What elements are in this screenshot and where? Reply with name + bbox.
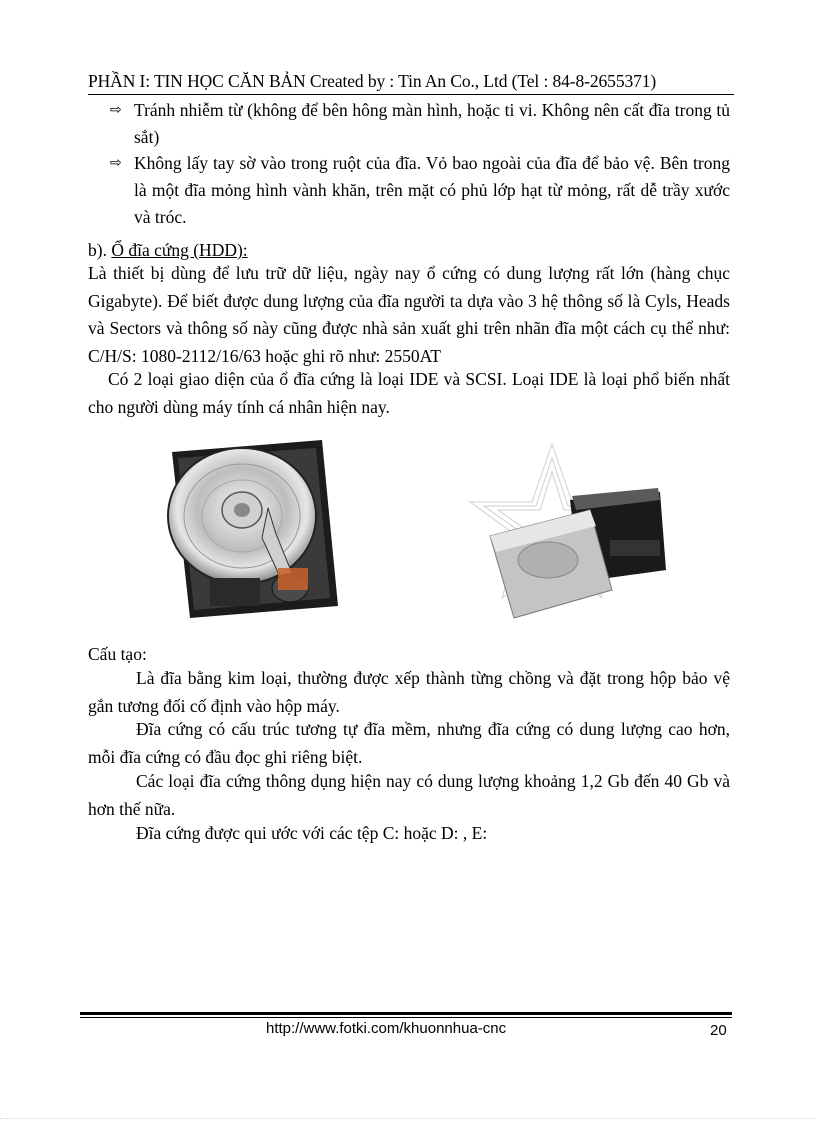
bullet-item-2 [110,150,730,231]
paragraph-structure-1: Là đĩa bằng kim loại, thường được xếp thành từng chồng và đặt trong hộp bảo vệ gắn tương đối cố định vào hộp máy. [88,668,730,716]
structure-label: Cấu tạo: [88,644,147,664]
section-heading [88,238,248,262]
bullet-item-1 [110,97,730,151]
arrow-right-icon: ⇨ [110,155,122,171]
header-divider [88,94,734,95]
paragraph-structure-2: Đĩa cứng có cấu trúc tương tự đĩa mềm, nhưng đĩa cứng có dung lượng cao hơn, mỗi đĩa cứng có đầu đọc ghi riêng biệt. [88,719,730,767]
paragraph-interface: Có 2 loại giao diện của ổ đĩa cứng là loại IDE và SCSI. Loại IDE là loại phổ biến nhất cho người dùng máy tính cá nhân hiện nay. [88,369,730,417]
paragraph-structure-3: Các loại đĩa cứng thông dụng hiện nay có dung lượng khoảng 1,2 Gb đến 40 Gb và hơn thế nữa. [88,771,730,819]
page-header: PHẦN I: TIN HỌC CĂN BẢN Created by : Tin An Co., Ltd (Tel : 84-8-2655371) [88,71,657,91]
hard-disk-open-image [150,438,340,620]
paragraph-intro: Là thiết bị dùng để lưu trữ dữ liệu, ngày nay ổ cứng có dung lượng rất lớn (hàng chục Gigabyte). Để biết được dung lượng của đĩa người ta dựa vào 3 hệ thông số là Cyls, Heads và Sectors và thông số này cũng được nhà sản xuất ghi trên nhãn đĩa một cách cụ thể như: C/H/S: 1080-2112/16/63 hoặc ghi rõ như: 2550AT [88,263,730,366]
page-bottom-border [0,1118,816,1119]
paragraph-structure-4: Đĩa cứng được qui ước với các tệp C: hoặc D: , E: [136,823,488,843]
page-number: 20 [710,1022,727,1039]
hard-disk-closed-image [460,440,690,630]
section-title: Ổ đĩa cứng (HDD): [111,240,248,260]
footer-divider [80,1012,732,1015]
footer-url: http://www.fotki.com/khuonnhua-cnc [266,1020,507,1037]
footer-divider-thin [80,1017,732,1018]
section-prefix: b). [88,240,107,260]
bullet-text-2: Không lấy tay sờ vào trong ruột của đĩa. Vỏ bao ngoài của đĩa để bảo vệ. Bên trong là một đĩa mỏng hình vành khăn, trên mặt có phủ lớp hạt từ mỏng, rất dễ trầy xước và tróc. [134,153,730,227]
bullet-text-1: Tránh nhiễm từ (không để bên hông màn hình, hoặc ti vi. Không nên cất đĩa trong tủ sắt) [134,100,730,147]
arrow-right-icon: ⇨ [110,102,122,118]
